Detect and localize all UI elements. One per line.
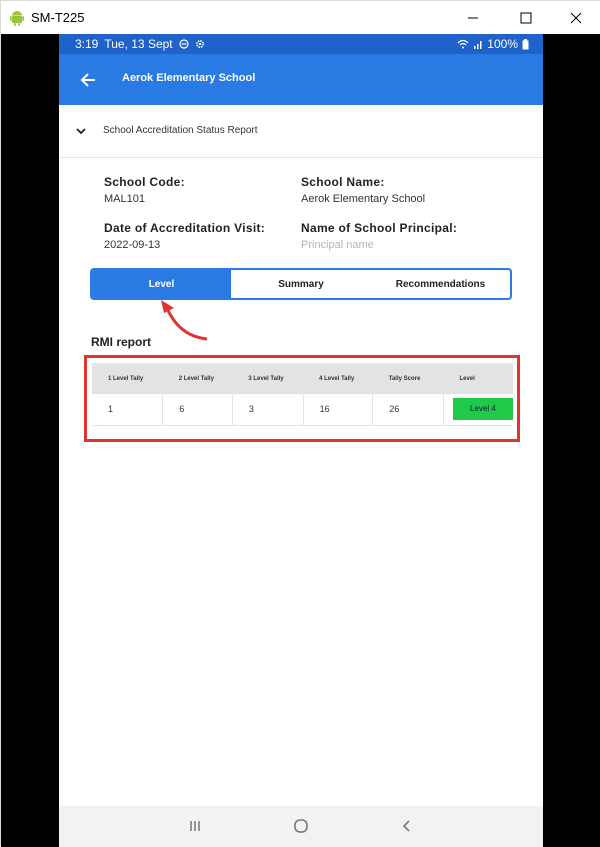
report-title: School Accreditation Status Report (103, 125, 258, 136)
visit-date-value: 2022-09-13 (104, 239, 161, 251)
column-header: Tally Score (373, 363, 444, 394)
table-cell: 26 (373, 394, 444, 425)
table-cell: 16 (303, 394, 373, 425)
school-code-value: MAL101 (104, 193, 145, 205)
android-icon (10, 10, 24, 26)
school-name-label: School Name: (301, 175, 385, 189)
table-cell: 6 (163, 394, 233, 425)
column-header: Level (443, 363, 513, 394)
column-header: 3 Level Tally (232, 363, 303, 394)
emulator-bezel-right (543, 34, 600, 847)
annotation-arrow-icon (159, 296, 219, 346)
table-row (92, 394, 513, 425)
report-tabs (90, 268, 512, 300)
signal-icon (473, 39, 483, 49)
close-button[interactable] (553, 1, 599, 34)
home-button[interactable] (291, 816, 311, 836)
battery-icon (522, 39, 529, 50)
column-header: 2 Level Tally (163, 363, 233, 394)
close-icon (570, 12, 582, 24)
home-icon (293, 818, 309, 834)
nav-back-icon (400, 819, 414, 833)
principal-name-placeholder[interactable]: Principal name (301, 239, 374, 251)
tab-recommendations[interactable]: Recommendations (395, 278, 486, 290)
app-title: Aerok Elementary School (122, 72, 256, 84)
column-header: 4 Level Tally (303, 363, 373, 394)
status-bar (59, 34, 543, 54)
maximize-button[interactable] (503, 1, 549, 34)
table-header-row (92, 363, 513, 394)
report-subheader (59, 105, 543, 158)
app-bar (59, 54, 543, 105)
tab-summary[interactable]: Summary (278, 278, 324, 290)
dnd-icon (179, 39, 189, 49)
window-title: SM-T225 (31, 10, 85, 25)
emulator-bezel-left (1, 34, 59, 847)
back-arrow-icon[interactable] (79, 70, 99, 90)
school-name-value: Aerok Elementary School (301, 193, 426, 205)
window-titlebar (1, 1, 600, 34)
school-code-label: School Code: (104, 175, 185, 189)
battery-percent: 100% (487, 37, 518, 51)
status-date: Tue, 13 Sept (104, 37, 173, 51)
visit-date-label: Date of Accreditation Visit: (104, 221, 266, 235)
wifi-icon (457, 39, 469, 49)
maximize-icon (520, 12, 532, 24)
table-cell: 3 (232, 394, 303, 425)
level-badge: Level 4 (453, 398, 513, 420)
minimize-icon (467, 12, 479, 24)
table-cell: 1 (92, 394, 163, 425)
table-cell (443, 394, 513, 425)
recents-button[interactable] (185, 816, 205, 836)
rmi-table (92, 363, 513, 426)
tab-level[interactable]: Level (92, 270, 231, 298)
device-screen (59, 34, 543, 847)
android-nav-bar (59, 806, 543, 847)
column-header: 1 Level Tally (92, 363, 163, 394)
recents-icon (188, 819, 202, 833)
nav-back-button[interactable] (397, 816, 417, 836)
rmi-report-title: RMI report (91, 335, 151, 349)
principal-label: Name of School Principal: (301, 221, 458, 235)
chevron-down-icon[interactable] (75, 125, 87, 137)
minimize-button[interactable] (450, 1, 496, 34)
status-time: 3:19 (75, 37, 99, 51)
settings-gear-icon (195, 39, 205, 49)
